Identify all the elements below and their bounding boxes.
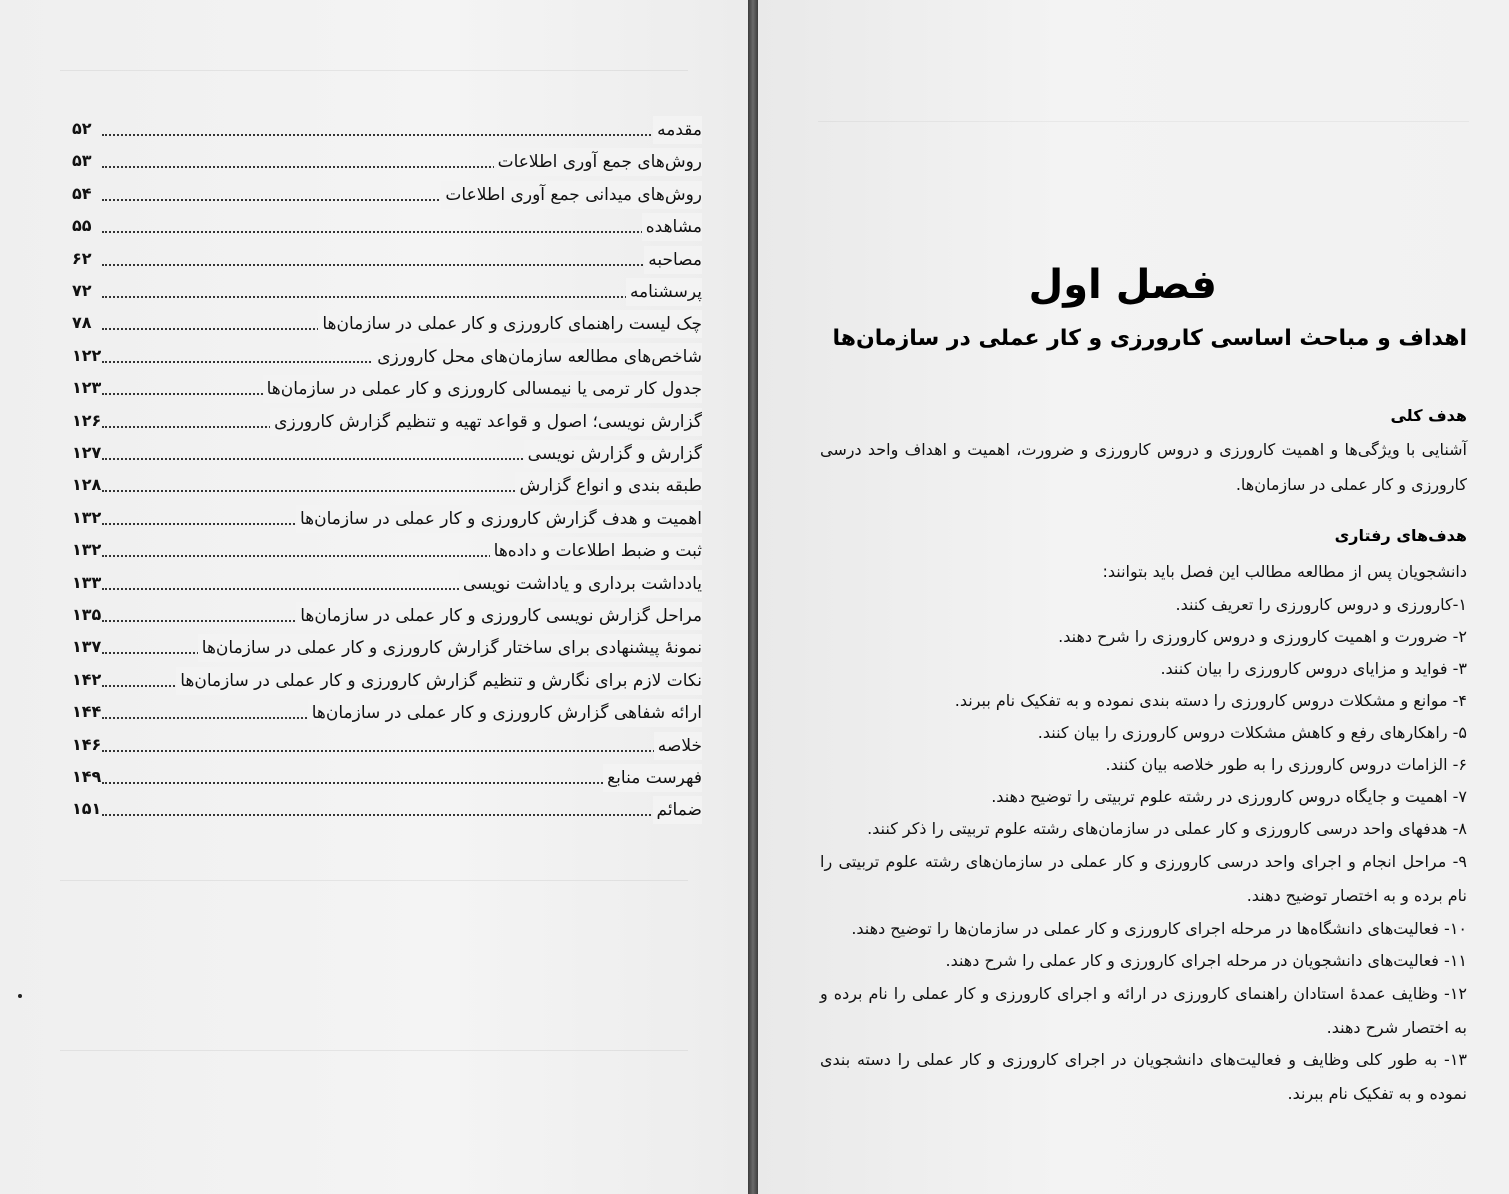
toc-page-number: ۱۳۷ (72, 637, 102, 657)
toc-entry-title: نمونهٔ پیشنهادی برای ساختار گزارش کارورزی و کار عملی در سازمان‌ها (198, 634, 702, 662)
behavioral-goal-item: ۵- راهکارهای رفع و کاهش مشکلات دروس کارورزی را بیان کنند. (1037, 723, 1467, 742)
behavioral-goal-item: ۷- اهمیت و جایگاه دروس کارورزی در رشته علوم تربیتی را توضیح دهند. (991, 787, 1467, 806)
chapter-subtitle: اهداف و مباحث اساسی کارورزی و کار عملی در سازمان‌ها (832, 326, 1467, 351)
toc-entry (72, 570, 702, 600)
behavioral-intro: دانشجویان پس از مطالعه مطالب این فصل باید بتوانند: (1102, 562, 1467, 581)
toc-entry (72, 505, 702, 535)
bleed-through-line (60, 880, 688, 881)
behavioral-goal-item: ۸- هدفهای واحد درسی کارورزی و کار عملی در سازمان‌های رشته علوم تربیتی را ذکر کنند. (867, 819, 1467, 838)
toc-entry-title: چک لیست راهنمای کارورزی و کار عملی در سازمان‌ها (318, 310, 702, 338)
toc-page-number: ۱۲۲ (72, 345, 102, 365)
behavioral-goal-item: ۱۲- وظایف عمدهٔ استادان راهنمای کارورزی در ارائه و اجرای کارورزی و کار عملی را نام برده و به اختصار شرح دهند. (820, 984, 1467, 1037)
behavioral-goal-item: ۱۰- فعالیت‌های دانشگاه‌ها در مرحله اجرای کارورزی و کار عملی در سازمان‌ها را توضیح دهند. (851, 919, 1467, 938)
toc-page-number: ۱۲۶ (72, 410, 102, 430)
toc-entry-title: نکات لازم برای نگارش و تنظیم گزارش کارورزی و کار عملی در سازمان‌ها (176, 667, 702, 695)
toc-page-number: ۵۴ (72, 183, 92, 203)
scan-speck (18, 994, 22, 998)
toc-page-number: ۱۴۶ (72, 734, 102, 754)
toc-entry-title: مقدمه (653, 116, 702, 144)
toc-entry (72, 213, 702, 243)
toc-entry (72, 375, 702, 405)
toc-entry (72, 732, 702, 762)
toc-entry-title: مصاحبه (644, 246, 702, 274)
toc-leader-dots (102, 264, 702, 266)
toc-page-number: ۶۲ (72, 248, 92, 268)
toc-entry (72, 148, 702, 178)
toc-entry-title: ثبت و ضبط اطلاعات و داده‌ها (490, 537, 702, 565)
toc-leader-dots (102, 134, 702, 136)
toc-entry (72, 472, 702, 502)
toc-entry (72, 310, 702, 340)
toc-entry-title: روش‌های جمع آوری اطلاعات (494, 148, 702, 176)
toc-entry (72, 634, 702, 664)
toc-page-number: ۱۳۳ (72, 572, 102, 592)
toc-entry (72, 440, 702, 470)
behavioral-goal-item: ۱-کارورزی و دروس کارورزی را تعریف کنند. (1175, 595, 1467, 614)
running-head-ghost (818, 88, 1469, 122)
toc-entry-title: پرسشنامه (626, 278, 702, 306)
general-goal-heading: هدف کلی (1390, 406, 1467, 425)
toc-entry (72, 699, 702, 729)
toc-entry-title: اهمیت و هدف گزارش کارورزی و کار عملی در سازمان‌ها (296, 505, 702, 533)
toc-entry-title: مراحل گزارش نویسی کارورزی و کار عملی در سازمان‌ها (296, 602, 702, 630)
chapter-title: فصل اول (1028, 262, 1217, 308)
toc-entry-title: طبقه بندی و انواع گزارش (515, 472, 702, 500)
toc-entry (72, 246, 702, 276)
behavioral-goal-item: ۹- مراحل انجام و اجرای واحد درسی کارورزی و کار عملی در سازمان‌های رشته علوم تربیتی را نام برده و به اختصار توضیح دهند. (820, 852, 1467, 905)
behavioral-goals-heading: هدف‌های رفتاری (1334, 526, 1467, 545)
toc-entry-title: شاخص‌های مطالعه سازمان‌های محل کارورزی (373, 343, 702, 371)
toc-page-number: ۵۳ (72, 151, 92, 171)
toc-entry (72, 667, 702, 697)
toc-entry-title: روش‌های میدانی جمع آوری اطلاعات (441, 181, 702, 209)
behavioral-goal-item: ۲- ضرورت و اهمیت کارورزی و دروس کارورزی را شرح دهند. (1058, 627, 1467, 646)
toc-page-number: ۷۲ (72, 281, 92, 300)
toc-entry-title: مشاهده (642, 213, 702, 241)
behavioral-goal-item: ۴- موانع و مشکلات دروس کارورزی را دسته بندی نموده و به تفکیک نام ببرند. (954, 691, 1467, 710)
toc-page-number: ۱۴۴ (72, 702, 102, 722)
toc-page-number: ۱۳۵ (72, 605, 102, 624)
behavioral-goal-item: ۱۱- فعالیت‌های دانشجویان در مرحله اجرای کارورزی و کار عملی را شرح دهند. (945, 951, 1467, 970)
toc-page-number: ۱۵۱ (72, 799, 102, 819)
toc-page-number: ۱۳۲ (72, 540, 102, 560)
toc-page-number: ۱۲۳ (72, 378, 102, 398)
toc-page-number: ۵۵ (72, 216, 92, 236)
toc-leader-dots (102, 750, 702, 752)
toc-page-number: ۱۲۷ (72, 443, 102, 462)
toc-entry-title: ضمائم (653, 796, 703, 824)
toc-entry (72, 278, 702, 308)
toc-entry (72, 181, 702, 211)
book-gutter (748, 0, 758, 1194)
toc-page-number: ۱۲۸ (72, 475, 102, 495)
toc-entry (72, 537, 702, 567)
toc-page-number: ۱۴۹ (72, 767, 102, 786)
toc-page-number: ۱۳۲ (72, 507, 102, 527)
bleed-through-line (60, 70, 688, 71)
behavioral-goal-item: ۱۳- به طور کلی وظایف و فعالیت‌های دانشجویان در اجرای کارورزی و کار عملی را دسته بندی نموده و به تفکیک نام ببرند. (820, 1050, 1467, 1103)
toc-entry (72, 764, 702, 794)
behavioral-goal-item: ۶- الزامات دروس کارورزی را به طور خلاصه بیان کنند. (1105, 755, 1467, 774)
toc-entry-title: فهرست منابع (603, 764, 702, 792)
right-page (758, 0, 1509, 1194)
toc-entry-title: خلاصه (654, 732, 702, 760)
toc-entry (72, 408, 702, 438)
toc-leader-dots (102, 296, 702, 298)
toc-entry (72, 116, 702, 146)
toc-page-number: ۵۲ (72, 119, 92, 138)
toc-leader-dots (102, 231, 702, 233)
behavioral-goal-item: ۳- فواید و مزایای دروس کارورزی را بیان کنند. (1160, 659, 1467, 678)
general-goal-text: آشنایی با ویژگی‌ها و اهمیت کارورزی و دروس کارورزی و ضرورت، اهمیت و اهداف واحد درسی کارورزی و کار عملی در سازمان‌ها. (820, 440, 1467, 494)
toc-page-number: ۱۴۲ (72, 669, 102, 689)
toc-entry-title: یادداشت برداری و یاداشت نویسی (459, 570, 702, 598)
toc-entry (72, 796, 702, 826)
toc-entry-title: گزارش و گزارش نویسی (524, 440, 702, 468)
toc-entry-title: گزارش نویسی؛ اصول و قواعد تهیه و تنظیم گزارش کارورزی (270, 408, 702, 436)
left-page (0, 0, 748, 1194)
toc-entry (72, 343, 702, 373)
toc-entry (72, 602, 702, 632)
toc-page-number: ۷۸ (72, 313, 92, 333)
toc-leader-dots (102, 814, 702, 816)
toc-entry-title: جدول کار ترمی یا نیمسالی کارورزی و کار عملی در سازمان‌ها (263, 375, 702, 403)
bleed-through-line (60, 1050, 688, 1051)
toc-entry-title: ارائه شفاهی گزارش کارورزی و کار عملی در سازمان‌ها (308, 699, 702, 727)
